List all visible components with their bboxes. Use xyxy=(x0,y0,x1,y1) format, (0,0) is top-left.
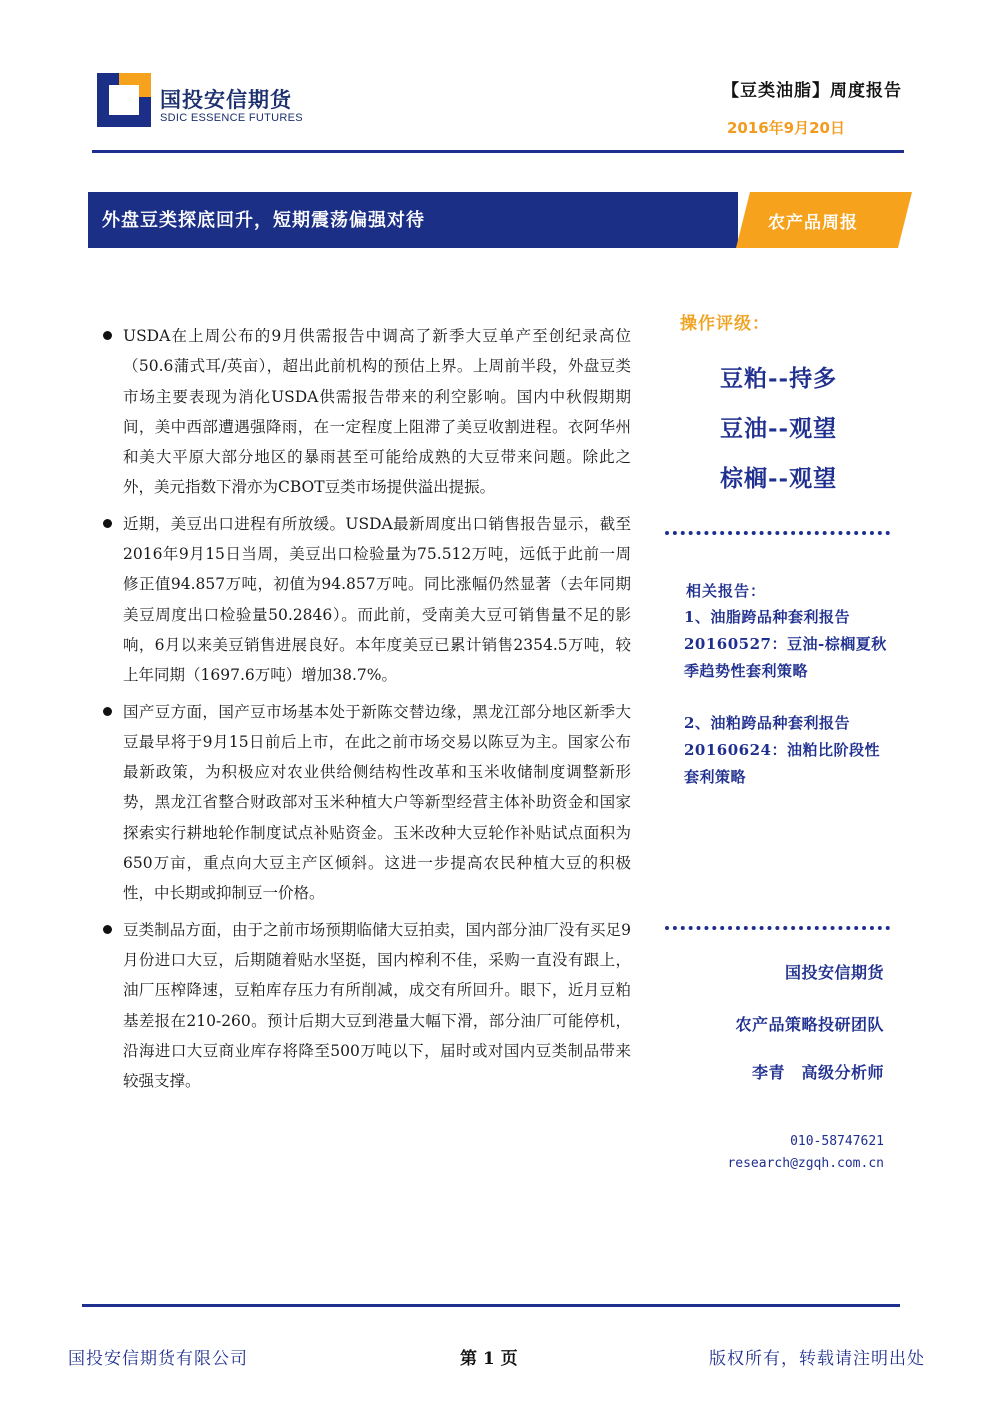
contact-email[interactable]: research@zgqh.com.cn xyxy=(727,1156,884,1171)
related-reports-heading: 相关报告： xyxy=(686,582,767,600)
rating-soyoil: 豆油--观望 xyxy=(720,415,838,442)
report-category-tag: 农产品周报 xyxy=(768,213,858,233)
body-paragraph xyxy=(103,697,631,909)
report-title: 外盘豆类探底回升，短期震荡偏强对待 xyxy=(102,210,425,231)
footer-divider xyxy=(82,1304,900,1307)
contact-phone: 010-58747621 xyxy=(790,1134,884,1149)
logo-text-cn: 国投安信期货 xyxy=(160,88,292,112)
analyst-name: 李青 高级分析师 xyxy=(751,1063,884,1082)
paragraph-text: 近期，美豆出口进程有所放缓。USDA最新周度出口销售报告显示，截至2016年9月15日当周，美豆出口检验量为75.512万吨，远低于此前一周修正值94.857万吨，初值为94.857万吨。同比涨幅仍然显著（去年同期美豆周度出口检验量50.2846）。而此前，受南美大豆可销售量不足的影响，6月以来美豆销售进展良好。本年度美豆已累计销售2354.5万吨，较上年同期（1697.6万吨）增加38.7%。 xyxy=(123,514,631,685)
bullet-icon xyxy=(103,925,112,934)
logo-icon xyxy=(97,73,151,127)
bullet-icon xyxy=(103,331,112,340)
rating-heading: 操作评级： xyxy=(680,314,770,334)
sidebar-divider xyxy=(665,926,890,930)
sidebar-divider xyxy=(665,531,890,535)
footer-company: 国投安信期货有限公司 xyxy=(68,1349,248,1369)
sidebar-company: 国投安信期货 xyxy=(784,963,884,982)
paragraph-text: USDA在上周公布的9月供需报告中调高了新季大豆单产至创纪录高位（50.6蒲式耳/英亩），超出此前机构的预估上界。上周前半段，外盘豆类市场主要表现为消化USDA供需报告带来的利空影响。国内中秋假期期间，美中西部遭遇强降雨，在一定程度上阻滞了美豆收割进程。衣阿华州和美大平原大部分地区的暴雨甚至可能给成熟的大豆带来问题。除此之外，美元指数下滑亦为CBOT豆类市场提供溢出提振。 xyxy=(123,327,631,497)
body-column xyxy=(103,321,631,1102)
header-divider xyxy=(92,150,904,153)
body-paragraph xyxy=(103,321,631,503)
paragraph-text: 豆类制品方面，由于之前市场预期临储大豆拍卖，国内部分油厂没有买足9月份进口大豆，后期随着贴水坚挺，国内榨利不佳，采购一直没有跟上，油厂压榨降速，豆粕库存压力有所削减，成交有所回升。眼下，近月豆粕基差报在210-260。预计后期大豆到港量大幅下滑，部分油厂可能停机，沿海进口大豆商业库存将降至500万吨以下，届时或对国内豆类制品带来较强支撑。 xyxy=(123,920,631,1091)
related-report-link[interactable]: 1、油脂跨品种套利报告20160527：豆油-棕榈夏秋季趋势性套利策略 xyxy=(684,608,887,680)
paragraph-text: 国产豆方面，国产豆市场基本处于新陈交替边缘，黑龙江部分地区新季大豆最早将于9月15日前后上市，在此之前市场交易以陈豆为主。国家公布最新政策，为积极应对农业供给侧结构性改革和玉米收储制度调整新形势，黑龙江省整合财政部对玉米种植大户等新型经营主体补助资金和国家探索实行耕地轮作制度试点补贴资金。玉米改种大豆轮作补贴试点面积为650万亩，重点向大豆主产区倾斜。这进一步提高农民种植大豆的积极性，中长期或抑制豆一价格。 xyxy=(123,702,631,903)
report-type: 【豆类油脂】周度报告 xyxy=(722,81,902,101)
bullet-icon xyxy=(103,707,112,716)
rating-palm: 棕榈--观望 xyxy=(720,465,838,492)
footer-copyright: 版权所有，转载请注明出处 xyxy=(709,1349,925,1369)
team-name: 农产品策略投研团队 xyxy=(735,1015,884,1034)
title-banner xyxy=(88,192,916,248)
report-date: 2016年9月20日 xyxy=(726,119,845,137)
body-paragraph xyxy=(103,509,631,691)
page-number: 第 1 页 xyxy=(460,1349,518,1369)
rating-soymeal: 豆粕--持多 xyxy=(720,365,838,392)
logo-text-en: SDIC ESSENCE FUTURES xyxy=(160,112,303,124)
bullet-icon xyxy=(103,519,112,528)
body-paragraph xyxy=(103,915,631,1097)
related-report-link[interactable]: 2、油粕跨品种套利报告20160624：油粕比阶段性套利策略 xyxy=(684,714,880,786)
